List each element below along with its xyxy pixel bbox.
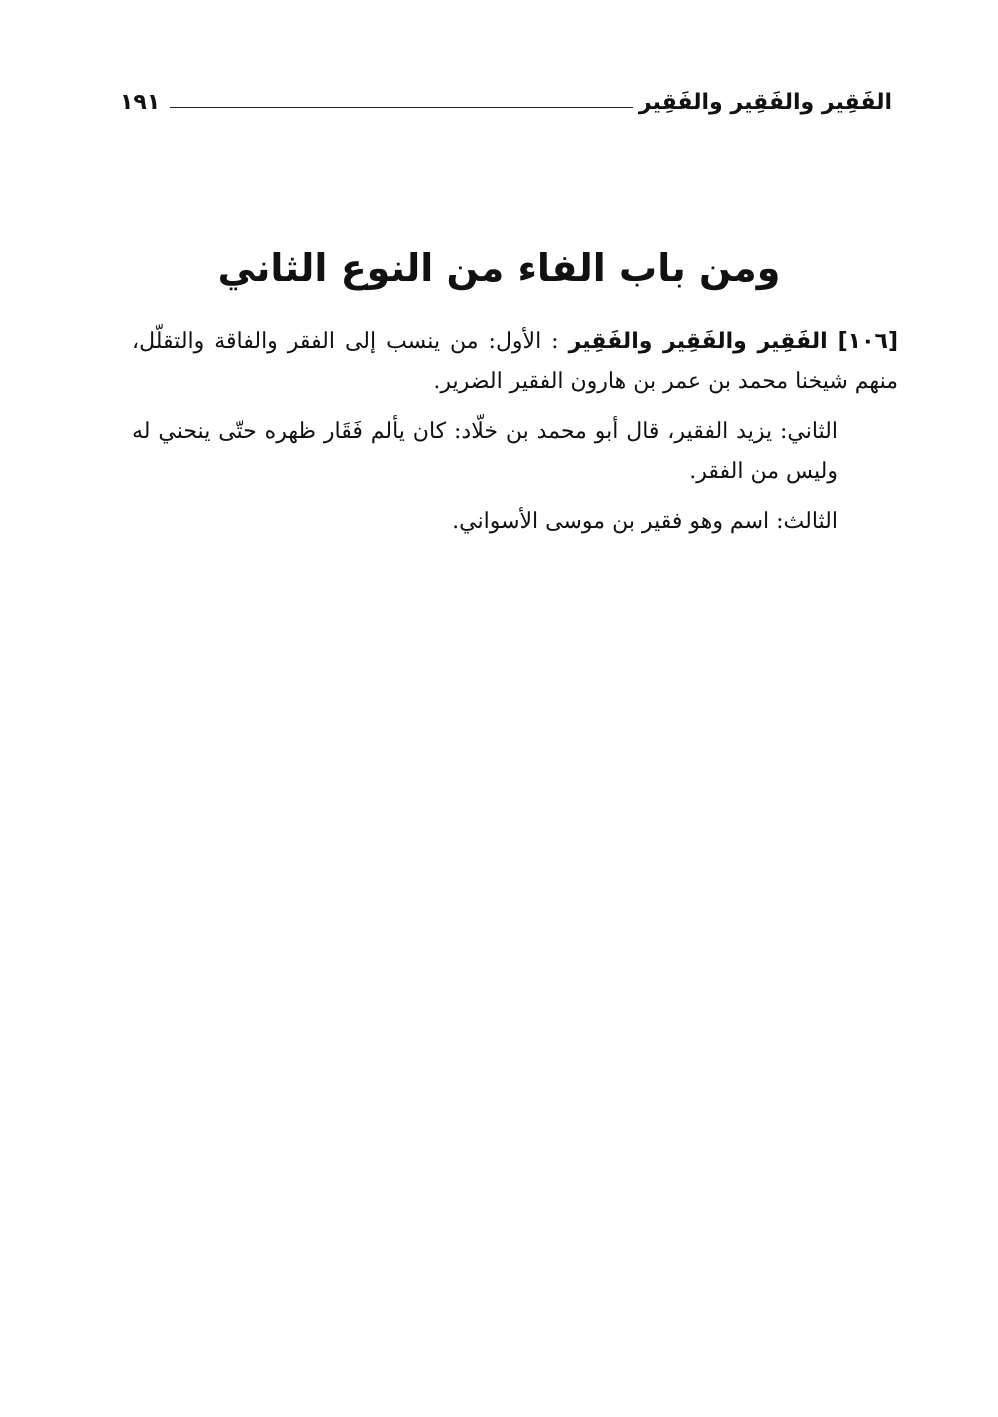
- entry-term: الفَقِير والفَقِير والفَقِير: [568, 329, 828, 354]
- header-rule: [170, 107, 633, 108]
- page-number: ١٩١: [120, 89, 161, 115]
- chapter-heading: ومن باب الفاء من النوع الثاني: [217, 246, 781, 290]
- running-title: الفَقِير والفَقِير والفَقِير: [638, 89, 892, 115]
- entry-text: [132, 322, 898, 552]
- entry-second-sense: الثاني: يزيد الفقير، قال أبو محمد بن خلّاد: كان يألم فَقَار ظهره حتّى ينحني له وليس من الفقر.: [132, 419, 838, 484]
- entry-first-paragraph: [132, 322, 898, 402]
- entry-first-sense: : الأول: من ينسب إلى الفقر والفاقة والتقلّل، منهم شيخنا محمد بن عمر بن هارون الفقير الضرير.: [132, 329, 898, 394]
- entry-number: [١٠٦]: [837, 329, 899, 354]
- entry-third-sense: الثالث: اسم وهو فقير بن موسى الأسواني.: [452, 509, 838, 534]
- running-header: [120, 82, 892, 122]
